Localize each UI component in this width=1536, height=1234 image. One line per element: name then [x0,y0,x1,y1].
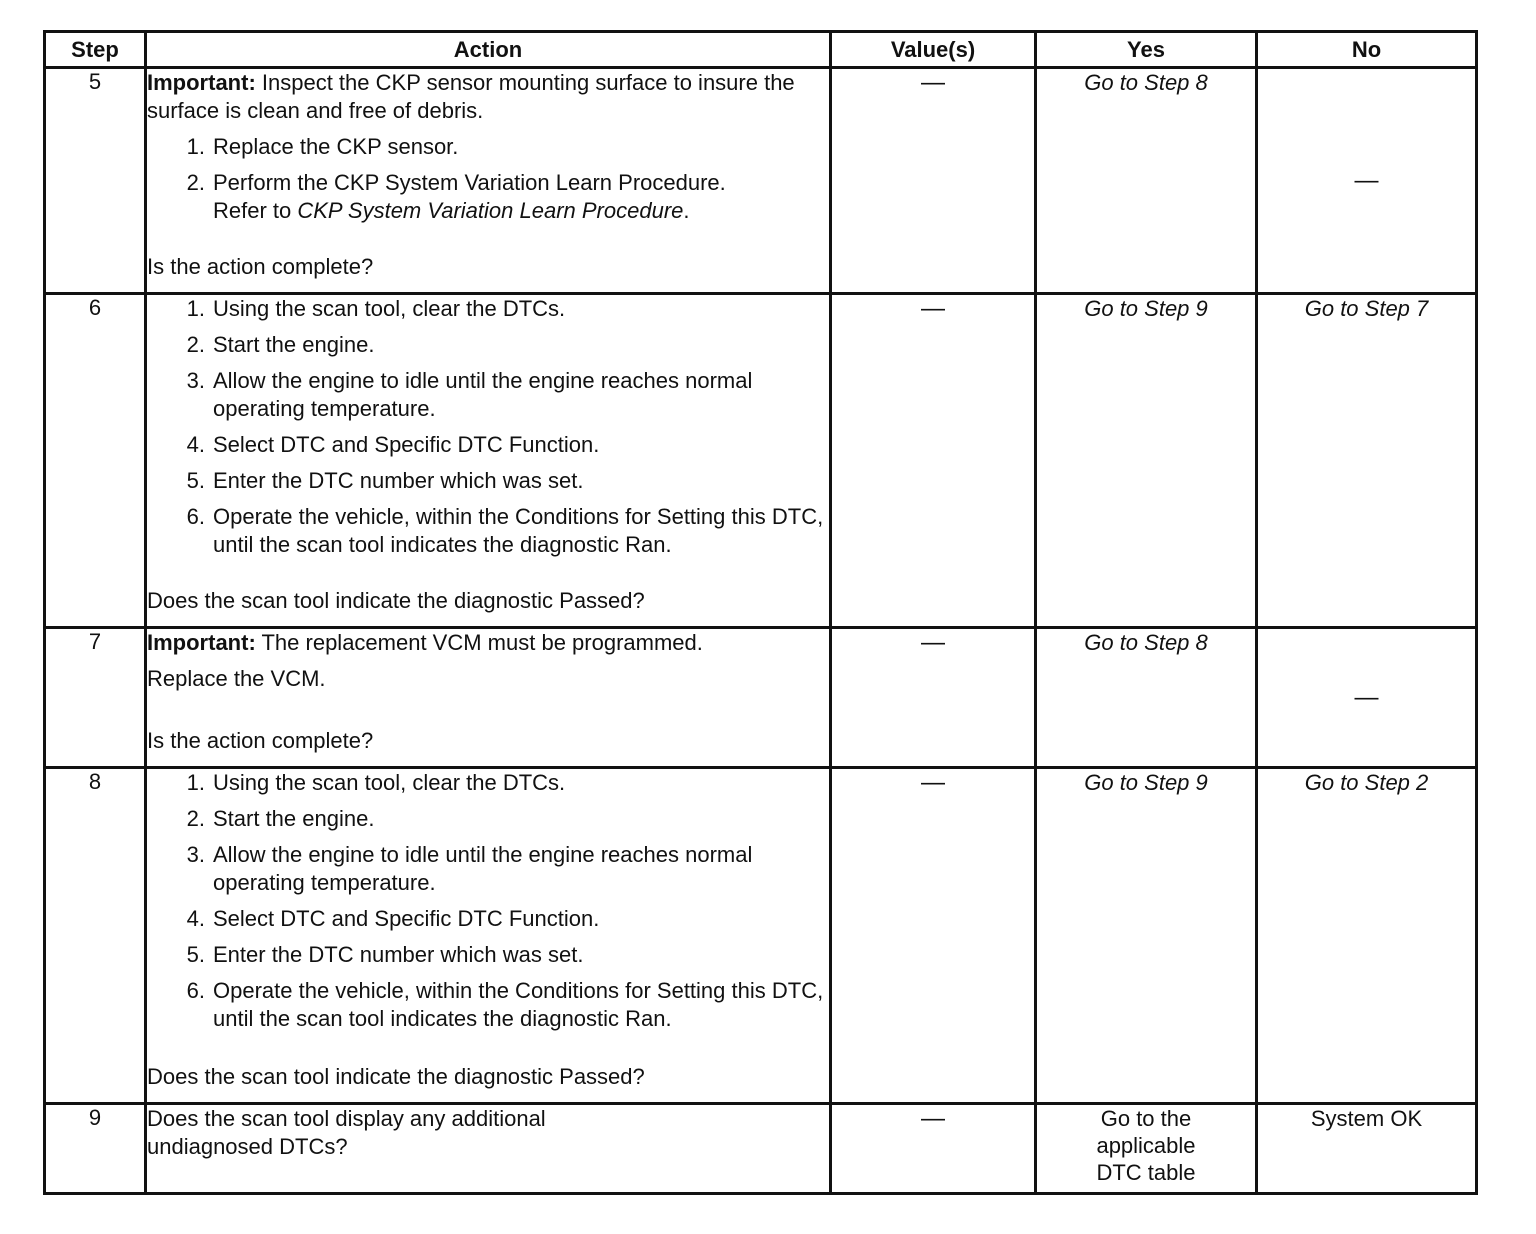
important-note [147,69,829,125]
action-question: Does the scan tool display any additional undiagnosed DTCs? [147,1106,546,1159]
table-row-step-8 [45,768,1477,1104]
list-item-number: 1. [186,296,205,321]
list-item-number: 6. [186,978,205,1003]
important-text: Inspect the CKP sensor mounting surface to insure the surface is clean and free of debris. [147,70,795,123]
action-question: Does the scan tool indicate the diagnostic Passed? [147,1064,645,1089]
no-cell [1257,294,1477,628]
header-action: Action [146,32,831,68]
action-question: Does the scan tool indicate the diagnostic Passed? [147,588,645,613]
list-item-text: Select DTC and Specific DTC Function. [213,432,600,457]
no-dash: — [1354,684,1379,711]
important-text: The replacement VCM must be programmed. [261,630,703,655]
value-dash: — [921,69,945,96]
no-goto-link[interactable]: Go to Step 2 [1304,770,1429,795]
value-cell [831,628,1036,768]
list-item-number: 4. [186,906,205,931]
table-row-step-6 [45,294,1477,628]
list-item [147,169,829,225]
list-item-number: 2. [186,170,205,195]
list-item-text: Start the engine. [213,806,375,831]
value-dash: — [921,295,945,322]
action-cell [146,628,831,768]
list-item-number: 1. [186,770,205,795]
important-label: Important: [147,630,256,655]
list-item [147,941,829,969]
list-item-main-text: Perform the CKP System Variation Learn Procedure. [213,170,726,195]
action-cell [146,768,831,1104]
list-item [147,977,829,1033]
header-row [45,32,1477,68]
list-item-number: 5. [186,942,205,967]
yes-goto-text[interactable]: Go to the applicable DTC table [1096,1106,1196,1185]
list-item [147,431,829,459]
procedure-list [147,769,829,1041]
header-yes: Yes [1036,32,1257,68]
header-no: No [1257,32,1477,68]
diagnostic-table [43,30,1478,1195]
list-item [147,367,829,423]
header-values: Value(s) [831,32,1036,68]
value-cell [831,68,1036,294]
procedure-list [147,295,829,567]
no-result-text: System OK [1310,1106,1423,1131]
procedure-list [147,133,829,233]
list-item [147,805,829,833]
yes-cell [1036,768,1257,1104]
value-cell [831,1104,1036,1194]
step-number: 5 [45,68,146,294]
list-item [147,295,829,323]
refer-suffix: . [683,198,690,223]
no-cell [1257,768,1477,1104]
no-goto-link[interactable]: Go to Step 7 [1304,296,1429,321]
list-item-text: Allow the engine to idle until the engine reaches normal operating temperature. [213,368,753,421]
value-dash: — [921,769,945,796]
list-item [147,769,829,797]
list-item-text: Start the engine. [213,332,375,357]
list-item [147,133,829,161]
no-cell [1257,1104,1477,1194]
yes-goto-link[interactable]: Go to Step 9 [1084,770,1208,795]
yes-goto-link[interactable]: Go to Step 8 [1084,630,1208,655]
table-row-step-5 [45,68,1477,294]
list-item-text: Using the scan tool, clear the DTCs. [213,296,566,321]
action-question: Is the action complete? [147,728,374,753]
step-number: 7 [45,628,146,768]
value-dash: — [921,1105,945,1132]
step-number: 6 [45,294,146,628]
action-question: Is the action complete? [147,254,374,279]
no-cell [1257,628,1477,768]
list-item-text: Operate the vehicle, within the Conditions for Setting this DTC, until the scan tool indicates the diagnostic Ran. [213,504,824,557]
yes-goto-link[interactable]: Go to Step 8 [1084,70,1208,95]
yes-cell [1036,68,1257,294]
important-note [147,629,829,657]
header-step: Step [45,32,146,68]
value-dash: — [921,629,945,656]
list-item-number: 2. [186,806,205,831]
list-item-text: Enter the DTC number which was set. [213,942,584,967]
list-item-text: Operate the vehicle, within the Conditions for Setting this DTC, until the scan tool indicates the diagnostic Ran. [213,978,824,1031]
list-item-number: 3. [186,368,205,393]
list-item-number: 4. [186,432,205,457]
list-item [147,905,829,933]
table-row-step-7 [45,628,1477,768]
list-item [147,331,829,359]
action-cell [146,1104,831,1194]
list-item [147,503,829,559]
yes-cell [1036,628,1257,768]
step-number: 9 [45,1104,146,1194]
list-item-number: 1. [186,134,205,159]
instruction-text: Replace the VCM. [147,666,326,691]
list-item [147,841,829,897]
action-cell [146,68,831,294]
value-cell [831,768,1036,1104]
list-item-text [213,169,829,225]
yes-cell [1036,1104,1257,1194]
value-cell [831,294,1036,628]
table-row-step-9 [45,1104,1477,1194]
important-label: Important: [147,70,256,95]
list-item-text: Replace the CKP sensor. [213,134,459,159]
list-item-number: 3. [186,842,205,867]
list-item [147,467,829,495]
list-item-text: Select DTC and Specific DTC Function. [213,906,600,931]
list-item-text: Using the scan tool, clear the DTCs. [213,770,566,795]
action-cell [146,294,831,628]
list-item-number: 2. [186,332,205,357]
no-cell [1257,68,1477,294]
yes-goto-link[interactable]: Go to Step 9 [1084,296,1208,321]
list-item-number: 6. [186,504,205,529]
list-item-text: Allow the engine to idle until the engine reaches normal operating temperature. [213,842,753,895]
step-number: 8 [45,768,146,1104]
list-item-number: 5. [186,468,205,493]
refer-prefix: Refer to [213,198,298,223]
procedure-reference-link[interactable]: CKP System Variation Learn Procedure [297,198,684,223]
no-dash: — [1354,167,1379,194]
list-item-text: Enter the DTC number which was set. [213,468,584,493]
yes-cell [1036,294,1257,628]
